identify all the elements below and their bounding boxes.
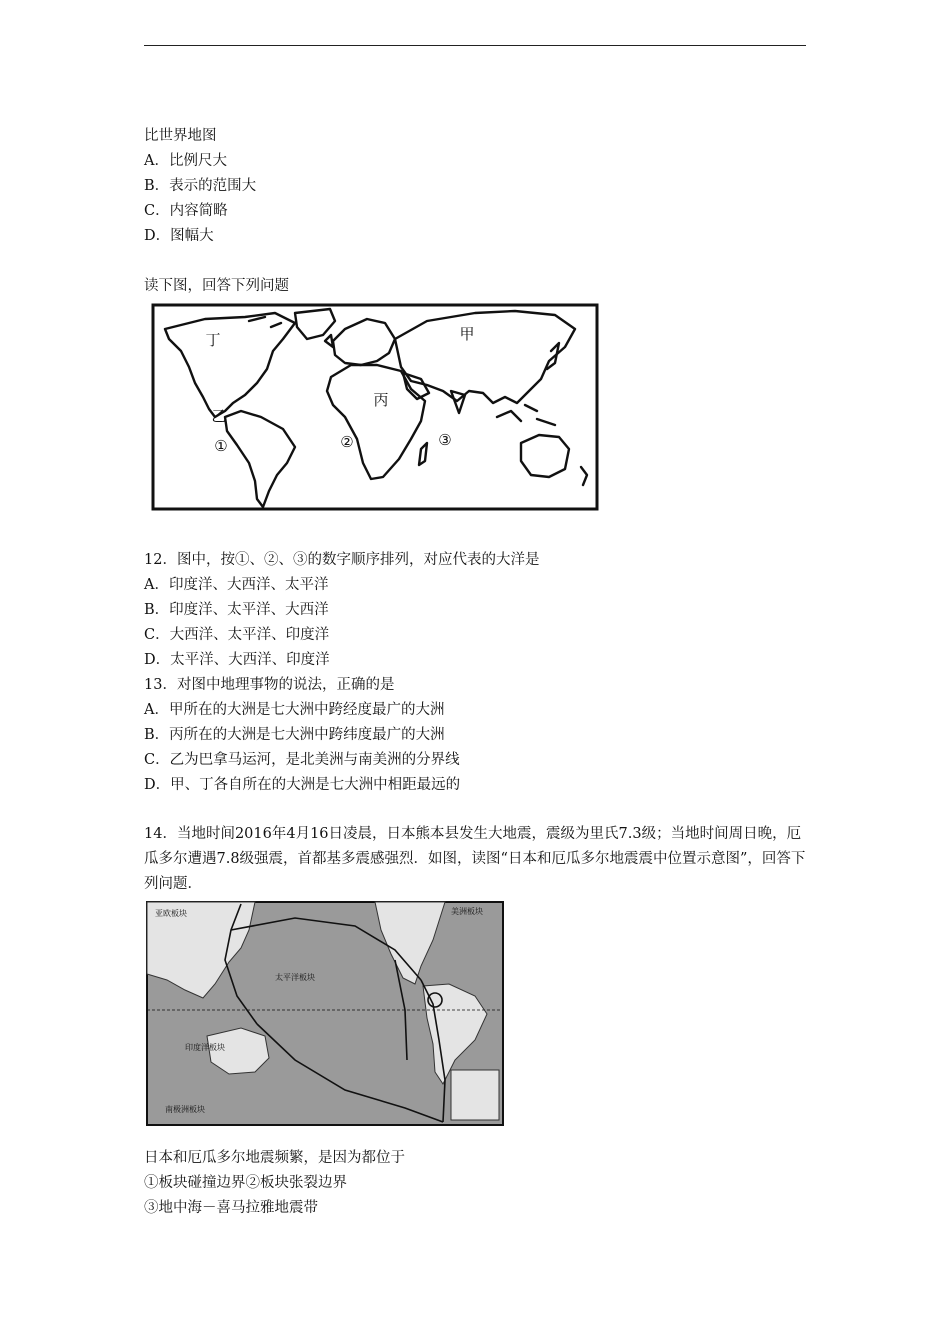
world-map-figure: [145, 299, 605, 515]
map-intro: 读下图，回答下列问题: [144, 278, 289, 294]
question-stem: 比世界地图: [144, 128, 217, 144]
q13-stem: 13．对图中地理事物的说法，正确的是: [144, 677, 395, 693]
label-yi: 乙: [211, 407, 227, 425]
q14-sub-stem: 日本和厄瓜多尔地震频繁，是因为都位于: [144, 1150, 405, 1166]
label-pacific: 太平洋板块: [275, 973, 315, 982]
option-d: D．图幅大: [144, 228, 214, 244]
option-b: B．表示的范围大: [144, 178, 257, 194]
label-america: 美洲板块: [451, 907, 483, 916]
q14-item-1: ①板块碰撞边界②板块张裂边界: [144, 1175, 347, 1191]
q14-stem: 14．当地时间2016年4月16日凌晨，日本熊本县发生大地震，震级为里氏7.3级；当地时间周日晚，厄瓜多尔遭遇7.8级强震，首都基多震感强烈．如图，读图“日本和厄瓜多尔地震震中位置示意图”，回答下列问题．: [144, 826, 806, 892]
q13-option-b: B．丙所在的大洲是七大洲中跨纬度最广的大洲: [144, 727, 445, 743]
label-jia: 甲: [459, 325, 475, 343]
label-ocean-1: ①: [214, 437, 228, 455]
option-c: C．内容简略: [144, 203, 228, 219]
label-eurasian: 亚欧板块: [155, 909, 187, 918]
label-ocean-3: ③: [438, 431, 452, 449]
q12-stem: 12．图中，按①、②、③的数字顺序排列，对应代表的大洋是: [144, 552, 540, 568]
q12-option-c: C．大西洋、太平洋、印度洋: [144, 627, 330, 643]
plate-map-figure: [145, 900, 505, 1127]
q12-option-b: B．印度洋、太平洋、大西洋: [144, 602, 329, 618]
q14-item-2: ③地中海－喜马拉雅地震带: [144, 1200, 318, 1216]
header-rule: [144, 45, 806, 46]
label-bing: 丙: [373, 391, 389, 409]
q12-option-a: A．印度洋、大西洋、太平洋: [144, 577, 329, 593]
label-antarctic: 南极洲板块: [165, 1105, 205, 1114]
q13-option-c: C．乙为巴拿马运河，是北美洲与南美洲的分界线: [144, 752, 460, 768]
option-a: A．比例尺大: [144, 153, 227, 169]
label-ocean-2: ②: [340, 433, 354, 451]
label-ding: 丁: [205, 331, 221, 349]
legend-box: [451, 1070, 499, 1120]
q12-option-d: D．太平洋、大西洋、印度洋: [144, 652, 330, 668]
q13-option-a: A．甲所在的大洲是七大洲中跨经度最广的大洲: [144, 702, 445, 718]
q13-option-d: D．甲、丁各自所在的大洲是七大洲中相距最远的: [144, 777, 461, 793]
label-indo: 印度洋板块: [185, 1043, 225, 1052]
